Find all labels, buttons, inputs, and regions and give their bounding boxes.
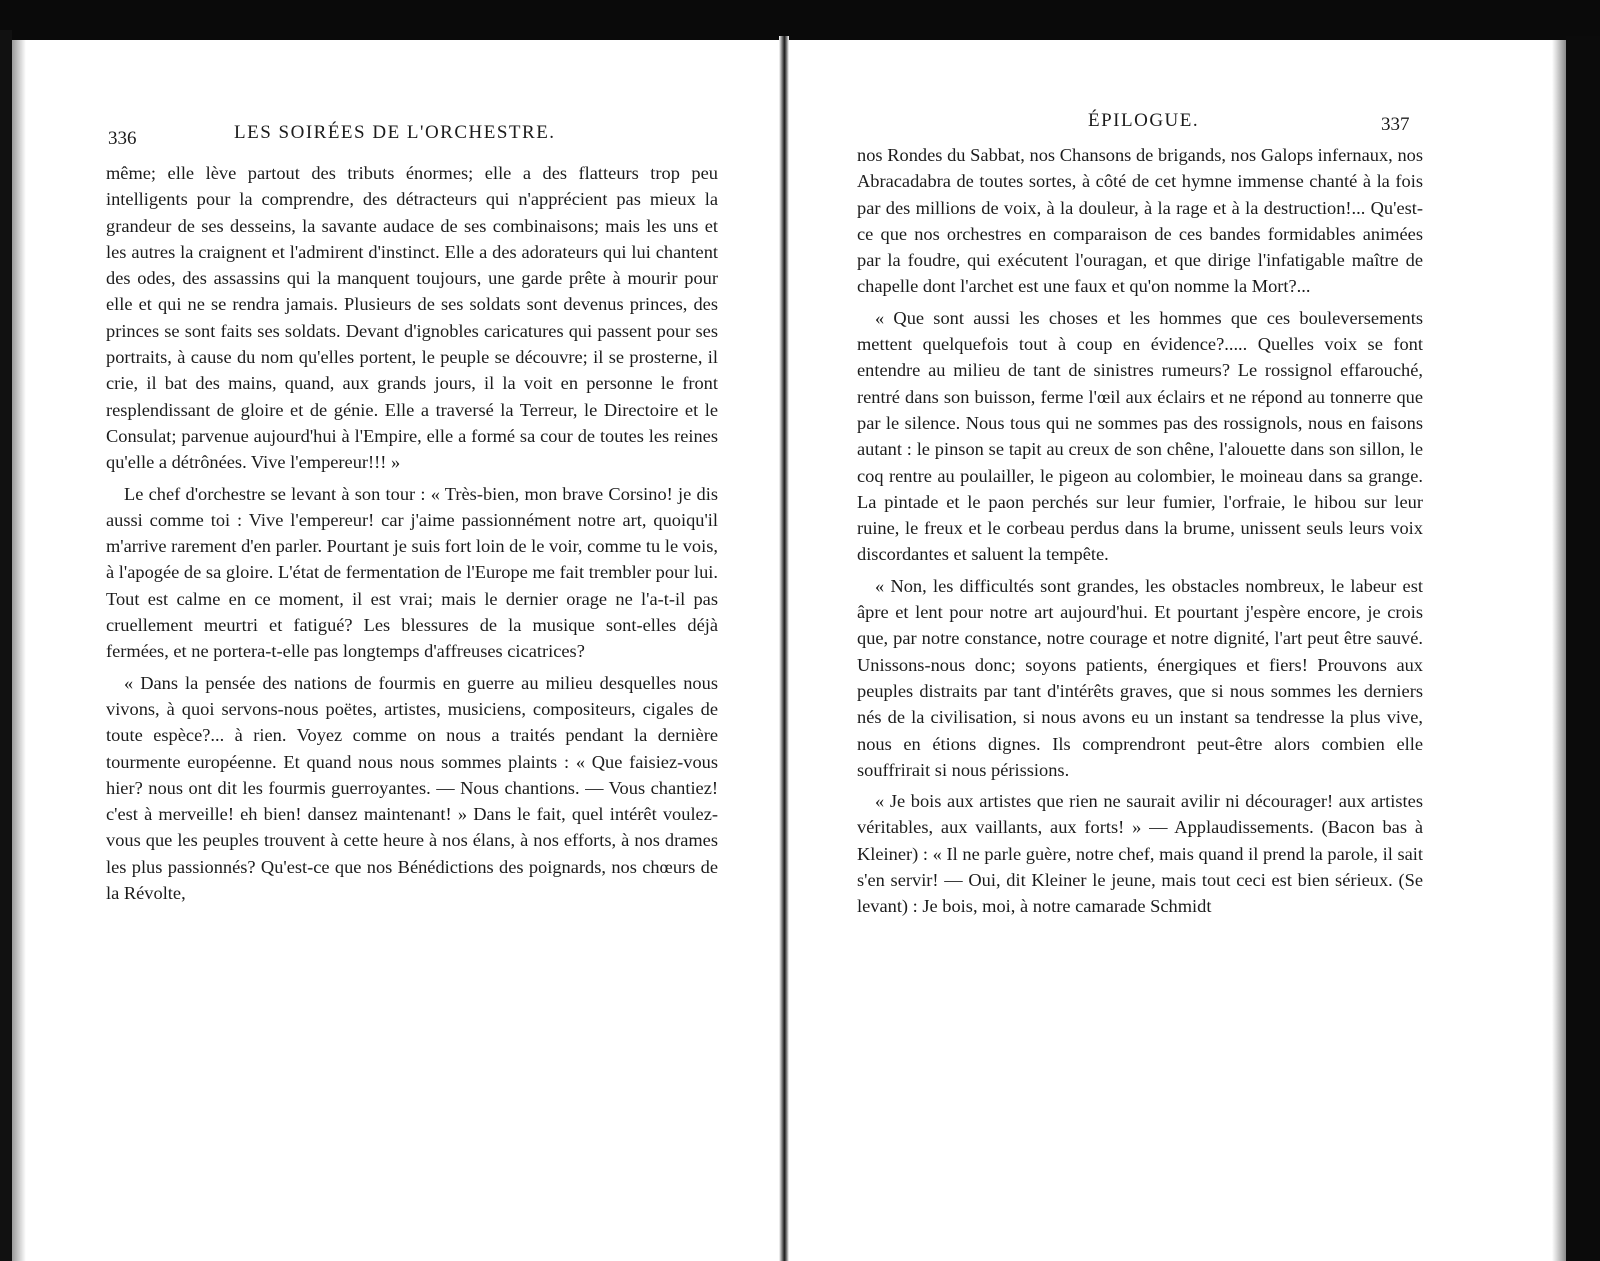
book-gutter <box>779 36 789 1261</box>
right-page <box>789 40 1552 1261</box>
scan-right-border <box>1566 36 1600 1261</box>
right-running-head: ÉPILOGUE. <box>1088 110 1200 131</box>
right-paragraph-4: « Je bois aux artistes que rien ne saurait avilir ni décourager! aux artistes véritables, aux vaillants, aux forts! » — Applaudissements. (Bacon bas à Kleiner) : « Il ne parle guère, notre chef, mais quand il prend la parole, il sait s'en servir! — Oui, dit Kleiner le jeune, mais tout ceci est bien sérieux. (Se levant) : Je bois, moi, à notre camarade Schmidt <box>857 791 1423 917</box>
right-paragraph-2: « Que sont aussi les choses et les hommes que ces bouleversements mettent quelquefois tout à coup en évidence?..... Quelles voix se font entendre au milieu de tant de sinistres rumeurs? Le rossignol effarouché, rentré dans son buisson, ferme l'œil aux éclairs et ne répond au tonnerre que par le silence. Nous tous qui ne sommes pas des rossignols, nous en faisons autant : le pinson se tapit au creux de son chêne, l'alouette dans son sillon, le coq rentre au poulailler, le pigeon au colombier, le moineau dans sa grange. La pintade et le paon perchés sur leur fumier, l'orfraie, le hibou sur leur ruine, le freux et le corbeau perdus dans la brume, unissent seuls leurs voix discordantes et saluent la tempête. <box>857 307 1423 565</box>
left-paragraph-3: « Dans la pensée des nations de fourmis en guerre au milieu desquelles nous vivons, à quoi servons-nous poëtes, artistes, musiciens, compositeurs, cigales de toute espèce?... à rien. Voyez comme on nous a traités pendant la dernière tourmente européenne. Et quand nous nous sommes plaints : « Que faisiez-vous hier? nous ont dit les fourmis guerroyantes. — Nous chantions. — Vous chantiez! c'est à merveille! eh bien! dansez maintenant! » Dans le fait, quel intérêt voulez-vous que les peuples trouvent à cette heure à nos élans, à nos efforts, à nos drames les plus passionnés? Qu'est-ce que nos Bénédictions des poignards, nos chœurs de la Révolte, <box>106 672 718 904</box>
left-running-head: LES SOIRÉES DE L'ORCHESTRE. <box>234 122 556 143</box>
left-page <box>24 40 779 1261</box>
scan-top-border <box>0 0 1600 40</box>
right-page-number: 337 <box>1381 114 1410 135</box>
left-paragraph-2: Le chef d'orchestre se levant à son tour : « Très-bien, mon brave Corsino! je dis aussi comme toi : Vive l'empereur! car j'aime passionnément notre art, quoiqu'il m'arrive rarement d'en parler. Pourtant je suis fort loin de le voir, comme tu le vois, à l'apogée de sa gloire. L'état de fermentation de l'Europe me fait trembler pour lui. Tout est calme en ce moment, il est vrai; mais le dernier orage ne l'a-t-il pas cruellement meurtri et fatigué? Les blessures de la musique sont-elles déjà fermées, et ne portera-t-elle pas longtemps d'affreuses cicatrices? <box>106 483 718 662</box>
right-page-body <box>857 142 1423 920</box>
left-page-body <box>106 160 718 906</box>
right-paragraph-3: « Non, les difficultés sont grandes, les obstacles nombreux, le labeur est âpre et lent pour notre art aujourd'hui. Et pourtant j'espère encore, je crois que, par notre constance, notre courage et notre dignité, l'art peut être sauvé. Unissons-nous donc; soyons patients, énergiques et fiers! Prouvons aux peuples distraits par tant d'intérêts graves, que si nous sommes les derniers nés de la civilisation, si nous avons eu un instant sa tendresse la plus vive, nous en étions dignes. Ils comprendront peut-être alors combien elle souffrirait si nous périssions. <box>857 575 1423 780</box>
right-paragraph-1: nos Rondes du Sabbat, nos Chansons de brigands, nos Galops infernaux, nos Abracadabra de toutes sortes, à côté de cet hymne immense chanté à la fois par des millions de voix, à la douleur, à la rage et à la destruction!... Qu'est-ce que nos orchestres en comparaison de ces bandes formidables animées par la foudre, qui exécutent l'ouragan, et que dirige l'infatigable maître de chapelle dont l'archet est une faux et qu'on nomme la Mort?... <box>857 145 1423 297</box>
scan-right-shadow <box>1552 40 1566 1261</box>
left-paragraph-1: même; elle lève partout des tributs énormes; elle a des flatteurs trop peu intelligents pour la comprendre, des détracteurs qui n'apprécient pas mieux la grandeur de ses desseins, la savante audace de ses combinaisons; mais les uns et les autres la craignent et l'admirent d'instinct. Elle a des adorateurs qui lui chantent des odes, des assassins qui la manquent toujours, une garde prête à mourir pour elle et qui ne se rendra jamais. Plusieurs de ses soldats sont devenus princes, des princes se sont faits ses soldats. Devant d'ignobles caricatures qui passent pour ses portraits, à cause du nom qu'elles portent, le peuple se découvre; il se prosterne, il crie, il bat des mains, quand, aux grands jours, il la voit en personne le front resplendissant de gloire et de génie. Elle a traversé la Terreur, le Directoire et le Consulat; parvenue aujourd'hui à l'Empire, elle a formé sa cour de toutes les reines qu'elle a détrônées. Vive l'empereur!!! » <box>106 163 718 473</box>
left-page-number: 336 <box>108 128 137 149</box>
scan-left-border <box>0 30 12 1261</box>
